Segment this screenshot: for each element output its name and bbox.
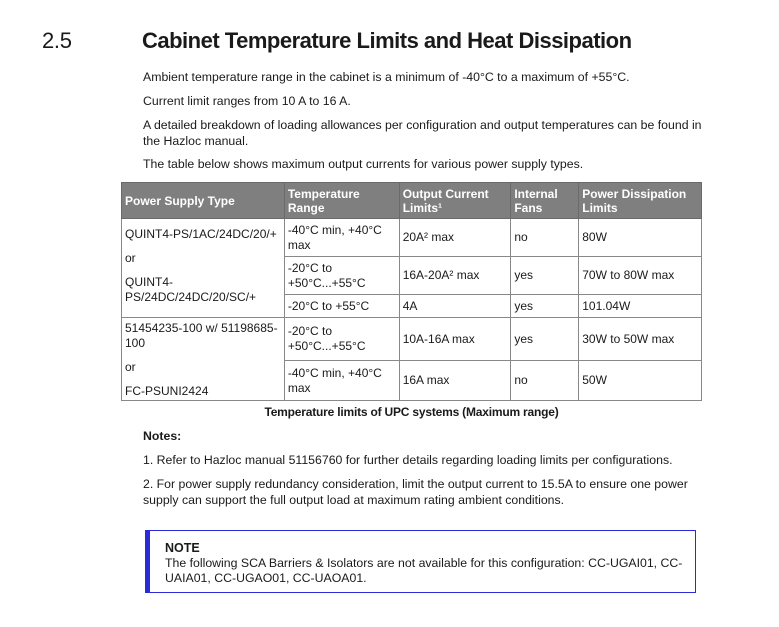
table-cell: -20°C to +55°C: [284, 295, 399, 318]
table-cell: 101.04W: [579, 295, 702, 318]
table-cell: 16A-20A² max: [399, 257, 511, 295]
table-caption: Temperature limits of UPC systems (Maximum range): [264, 405, 559, 419]
table-header-row: [122, 183, 702, 219]
table-cell: yes: [511, 257, 579, 295]
table-cell: -20°C to +50°C...+55°C: [284, 257, 399, 295]
paragraph-current-limit: Current limit ranges from 10 A to 16 A.: [143, 94, 351, 108]
table-cell: 4A: [399, 295, 511, 318]
table-cell: 20A² max: [399, 219, 511, 257]
section-number: 2.5: [42, 28, 72, 53]
table-cell: yes: [511, 318, 579, 361]
table-cell: 16A max: [399, 361, 511, 401]
header-internal-fans: Internal Fans: [511, 183, 579, 219]
table-cell: 10A-16A max: [399, 318, 511, 361]
table-cell: 70W to 80W max: [579, 257, 702, 295]
power-supply-type-cell: [122, 219, 285, 318]
table-cell: -40°C min, +40°C max: [284, 361, 399, 401]
paragraph-hazloc-breakdown: A detailed breakdown of loading allowances per configuration and output temperatures can be found in the Hazloc manual.: [143, 118, 702, 148]
power-supply-type-line: QUINT4-PS/24DC/24DC/20/SC/+: [125, 275, 257, 304]
table-cell: -40°C min, +40°C max: [284, 219, 399, 257]
notes-heading: Notes:: [143, 429, 182, 443]
table-cell: 80W: [579, 219, 702, 257]
header-power-dissipation-limits: Power Dissipation Limits: [579, 183, 702, 219]
header-power-supply-type: Power Supply Type: [122, 183, 285, 219]
header-temperature-range: Temperature Range: [284, 183, 399, 219]
note-callout-label: NOTE: [165, 541, 200, 555]
header-output-current-limits: Output Current Limits¹: [399, 183, 511, 219]
note-callout-text: The following SCA Barriers & Isolators are not available for this configuration: CC-UGAI01, CC-UAIA01, CC-UGAO01, CC-UAOA01.: [165, 556, 683, 585]
power-supply-type-line: or: [125, 360, 136, 374]
power-supply-type-line: 51454235-100 w/ 51198685-100: [125, 321, 278, 350]
table-cell: -20°C to +50°C...+55°C: [284, 318, 399, 361]
paragraph-table-intro: The table below shows maximum output currents for various power supply types.: [143, 157, 584, 171]
note-callout: [145, 530, 696, 593]
table-cell: no: [511, 361, 579, 401]
note-item-2: 2. For power supply redundancy consideration, limit the output current to 15.5A to ensure one power supply can support the full output load at maximum rating ambient conditions.: [143, 477, 688, 507]
power-supply-type-line: QUINT4-PS/1AC/24DC/20/+: [125, 227, 277, 241]
power-supply-type-line: FC-PSUNI2424: [125, 384, 209, 398]
table-row: [122, 318, 702, 361]
table-cell: no: [511, 219, 579, 257]
table-cell: 30W to 50W max: [579, 318, 702, 361]
power-supply-type-cell: [122, 318, 285, 401]
table-row: [122, 219, 702, 257]
paragraph-temperature-range: Ambient temperature range in the cabinet is a minimum of -40°C to a maximum of +55°C.: [143, 70, 630, 84]
power-supply-table: [121, 182, 702, 401]
note-item-1: 1. Refer to Hazloc manual 51156760 for further details regarding loading limits per configurations.: [143, 453, 673, 467]
section-title: Cabinet Temperature Limits and Heat Dissipation: [142, 28, 632, 53]
table-cell: 50W: [579, 361, 702, 401]
power-supply-type-line: or: [125, 251, 136, 265]
table-cell: yes: [511, 295, 579, 318]
